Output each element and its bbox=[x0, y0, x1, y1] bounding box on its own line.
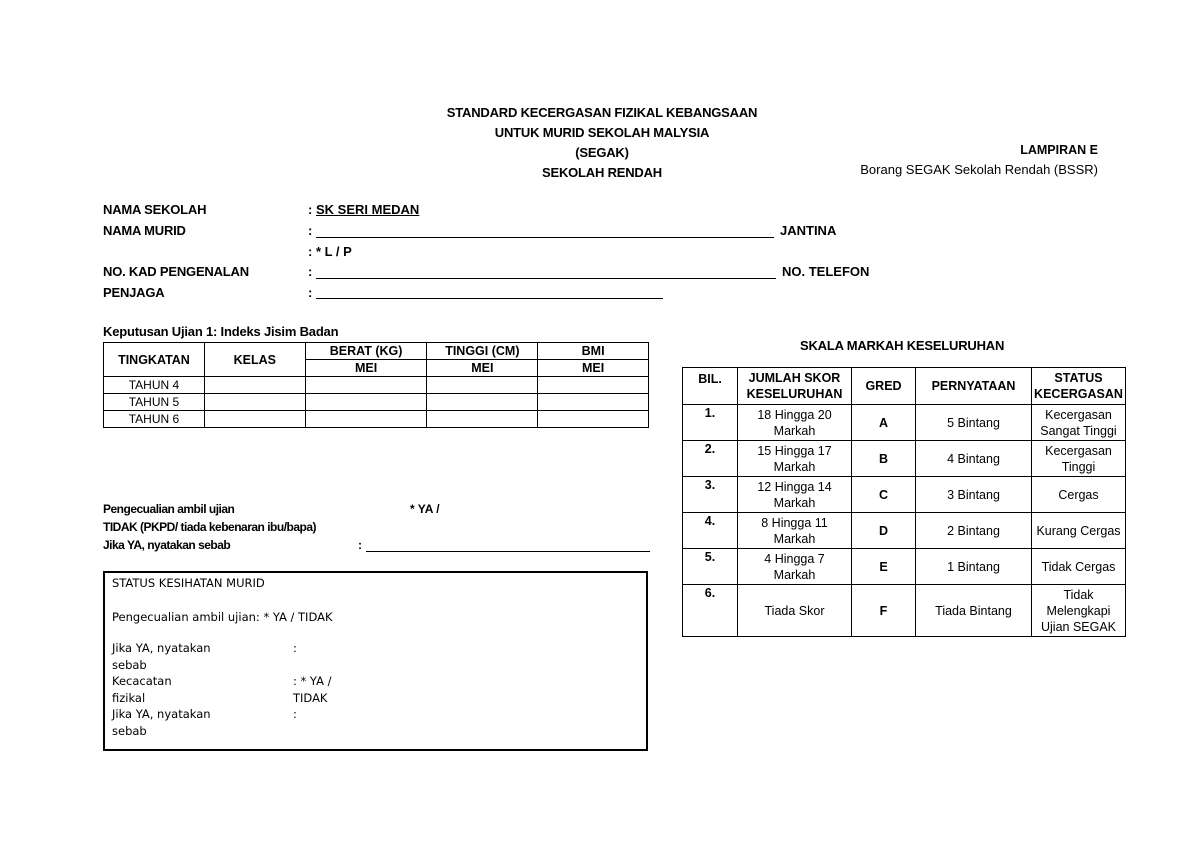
header-jumlah-line2: KESELURUHAN bbox=[746, 387, 843, 401]
kelas-cell[interactable] bbox=[204, 377, 305, 394]
cell-skor bbox=[738, 477, 852, 513]
subheader-mei: MEI bbox=[305, 360, 427, 377]
cell-skor bbox=[738, 441, 852, 477]
scale-title: SKALA MARKAH KESELURUHAN bbox=[800, 338, 1005, 353]
borang-label: Borang SEGAK Sekolah Rendah (BSSR) bbox=[860, 162, 1098, 177]
table-row bbox=[683, 513, 1126, 549]
nama-sekolah-label: NAMA SEKOLAH bbox=[103, 202, 207, 217]
cell-skor-line2: Markah bbox=[773, 459, 816, 474]
nama-sekolah-colon: : bbox=[308, 202, 313, 217]
cell-status bbox=[1032, 441, 1126, 477]
cell-gred: A bbox=[852, 405, 916, 441]
title-line-3: (SEGAK) bbox=[575, 145, 629, 160]
cell-status-line2: Sangat Tinggi bbox=[1040, 423, 1117, 438]
exemption-reason-colon: : bbox=[358, 538, 362, 552]
cell-skor-line2: Markah bbox=[773, 495, 816, 510]
header-bmi: BMI bbox=[538, 343, 649, 360]
nama-sekolah-value[interactable]: SK SERI MEDAN bbox=[316, 202, 420, 217]
cell-skor-line2: Markah bbox=[773, 531, 816, 546]
table-row bbox=[104, 377, 649, 394]
table-row bbox=[104, 411, 649, 428]
cell-status: Cergas bbox=[1032, 477, 1126, 513]
disability-reason-colon: : bbox=[293, 707, 297, 721]
cell-bil: 2. bbox=[683, 441, 738, 477]
header-gred: GRED bbox=[852, 368, 916, 405]
bmi-section-title: Keputusan Ujian 1: Indeks Jisim Badan bbox=[103, 324, 339, 339]
table-row bbox=[683, 405, 1126, 441]
berat-cell[interactable] bbox=[305, 411, 427, 428]
document-title bbox=[400, 103, 804, 183]
cell-status bbox=[1032, 585, 1126, 637]
disability-options[interactable]: : * YA / bbox=[293, 674, 332, 688]
header-status-line1: STATUS bbox=[1054, 371, 1103, 385]
cell-skor-line1: 12 Hingga 14 bbox=[757, 479, 832, 494]
cell-status-line1: Kecergasan bbox=[1045, 407, 1112, 422]
cell-status: Tidak Cergas bbox=[1032, 549, 1126, 585]
health-status-box bbox=[103, 571, 648, 751]
title-line-4: SEKOLAH RENDAH bbox=[542, 165, 662, 180]
table-row bbox=[683, 585, 1126, 637]
exemption-reason-label: Jika YA, nyatakan sebab bbox=[103, 538, 231, 552]
disability-label-cont: fizikal bbox=[112, 691, 146, 705]
cell-bil: 3. bbox=[683, 477, 738, 513]
kad-pengenalan-field[interactable] bbox=[316, 278, 776, 279]
cell-skor-line2: Markah bbox=[773, 423, 816, 438]
nama-murid-field[interactable] bbox=[316, 237, 774, 238]
cell-skor bbox=[738, 549, 852, 585]
cell-status-line2: Melengkapi bbox=[1046, 603, 1111, 618]
header-kelas: KELAS bbox=[204, 343, 305, 377]
exemption-options-cont: TIDAK (PKPD/ tiada kebenaran ibu/bapa) bbox=[103, 520, 317, 534]
kad-pengenalan-colon: : bbox=[308, 264, 313, 279]
jantina-value[interactable]: : * L / P bbox=[308, 244, 352, 259]
exemption-reason-field[interactable] bbox=[366, 551, 650, 552]
subheader-mei: MEI bbox=[538, 360, 649, 377]
lampiran-label: LAMPIRAN E bbox=[1020, 143, 1098, 157]
cell-skor: Tiada Skor bbox=[738, 585, 852, 637]
cell-skor-line1: 8 Hingga 11 bbox=[761, 515, 828, 530]
row-label: TAHUN 6 bbox=[104, 411, 205, 428]
cell-skor-line2: Markah bbox=[773, 567, 816, 582]
berat-cell[interactable] bbox=[305, 394, 427, 411]
health-reason-colon: : bbox=[293, 641, 297, 655]
cell-skor-line1: 4 Hingga 7 bbox=[764, 551, 825, 566]
telefon-label: NO. TELEFON bbox=[782, 264, 870, 279]
cell-pernyataan: 1 Bintang bbox=[916, 549, 1032, 585]
title-line-2: UNTUK MURID SEKOLAH MALYSIA bbox=[494, 125, 710, 140]
cell-pernyataan: 5 Bintang bbox=[916, 405, 1032, 441]
berat-cell[interactable] bbox=[305, 377, 427, 394]
disability-reason-label-cont: sebab bbox=[112, 724, 147, 738]
tinggi-cell[interactable] bbox=[427, 394, 538, 411]
cell-status-line3: Ujian SEGAK bbox=[1040, 619, 1117, 634]
cell-bil: 4. bbox=[683, 513, 738, 549]
cell-pernyataan: Tiada Bintang bbox=[916, 585, 1032, 637]
tinggi-cell[interactable] bbox=[427, 377, 538, 394]
table-row bbox=[104, 394, 649, 411]
header-pernyataan: PERNYATAAN bbox=[916, 368, 1032, 405]
kelas-cell[interactable] bbox=[204, 394, 305, 411]
header-berat: BERAT (KG) bbox=[305, 343, 427, 360]
cell-gred: D bbox=[852, 513, 916, 549]
cell-gred: C bbox=[852, 477, 916, 513]
cell-pernyataan: 3 Bintang bbox=[916, 477, 1032, 513]
cell-status: Kurang Cergas bbox=[1032, 513, 1126, 549]
health-reason-label: Jika YA, nyatakan bbox=[112, 641, 211, 655]
kad-pengenalan-label: NO. KAD PENGENALAN bbox=[103, 264, 249, 279]
bmi-cell[interactable] bbox=[538, 377, 649, 394]
exemption-label: Pengecualian ambil ujian bbox=[103, 502, 235, 516]
cell-gred: E bbox=[852, 549, 916, 585]
disability-reason-label: Jika YA, nyatakan bbox=[112, 707, 211, 721]
cell-bil: 1. bbox=[683, 405, 738, 441]
bmi-table bbox=[103, 342, 649, 428]
header-tinggi: TINGGI (CM) bbox=[427, 343, 538, 360]
table-row bbox=[683, 441, 1126, 477]
nama-murid-label: NAMA MURID bbox=[103, 223, 186, 238]
penjaga-colon: : bbox=[308, 285, 313, 300]
subheader-mei: MEI bbox=[427, 360, 538, 377]
cell-bil: 6. bbox=[683, 585, 738, 637]
cell-skor bbox=[738, 405, 852, 441]
cell-skor-line1: 18 Hingga 20 bbox=[757, 407, 832, 422]
cell-status bbox=[1032, 405, 1126, 441]
table-header-row bbox=[683, 368, 1126, 405]
header-bil: BIL. bbox=[683, 368, 738, 405]
disability-label: Kecacatan bbox=[112, 674, 172, 688]
cell-pernyataan: 2 Bintang bbox=[916, 513, 1032, 549]
title-line-1: STANDARD KECERGASAN FIZIKAL KEBANGSAAN bbox=[446, 105, 758, 120]
table-row bbox=[683, 549, 1126, 585]
nama-murid-colon: : bbox=[308, 223, 313, 238]
health-exemption[interactable]: Pengecualian ambil ujian: * YA / TIDAK bbox=[112, 610, 333, 624]
header-tingkatan: TINGKATAN bbox=[104, 343, 205, 377]
bmi-cell[interactable] bbox=[538, 394, 649, 411]
cell-status-line2: Tinggi bbox=[1061, 459, 1096, 474]
health-title: STATUS KESIHATAN MURID bbox=[112, 576, 265, 590]
cell-gred: F bbox=[852, 585, 916, 637]
disability-options-cont[interactable]: TIDAK bbox=[293, 691, 328, 705]
header-jumlah-line1: JUMLAH SKOR bbox=[748, 371, 841, 385]
cell-bil: 5. bbox=[683, 549, 738, 585]
row-label: TAHUN 4 bbox=[104, 377, 205, 394]
header-status bbox=[1032, 368, 1126, 405]
penjaga-label: PENJAGA bbox=[103, 285, 165, 300]
jantina-label: JANTINA bbox=[780, 223, 837, 238]
cell-skor-line1: 15 Hingga 17 bbox=[757, 443, 832, 458]
cell-gred: B bbox=[852, 441, 916, 477]
table-row bbox=[683, 477, 1126, 513]
exemption-options[interactable]: * YA / bbox=[410, 502, 440, 516]
health-reason-label-cont: sebab bbox=[112, 658, 147, 672]
penjaga-field[interactable] bbox=[316, 298, 663, 299]
header-status-line2: KECERGASAN bbox=[1034, 387, 1123, 401]
scale-table bbox=[682, 367, 1126, 637]
bmi-cell[interactable] bbox=[538, 411, 649, 428]
row-label: TAHUN 5 bbox=[104, 394, 205, 411]
tinggi-cell[interactable] bbox=[427, 411, 538, 428]
cell-status-line1: Kecergasan bbox=[1045, 443, 1112, 458]
kelas-cell[interactable] bbox=[204, 411, 305, 428]
cell-skor bbox=[738, 513, 852, 549]
cell-status-line1: Tidak bbox=[1063, 587, 1094, 602]
header-jumlah bbox=[738, 368, 852, 405]
cell-pernyataan: 4 Bintang bbox=[916, 441, 1032, 477]
